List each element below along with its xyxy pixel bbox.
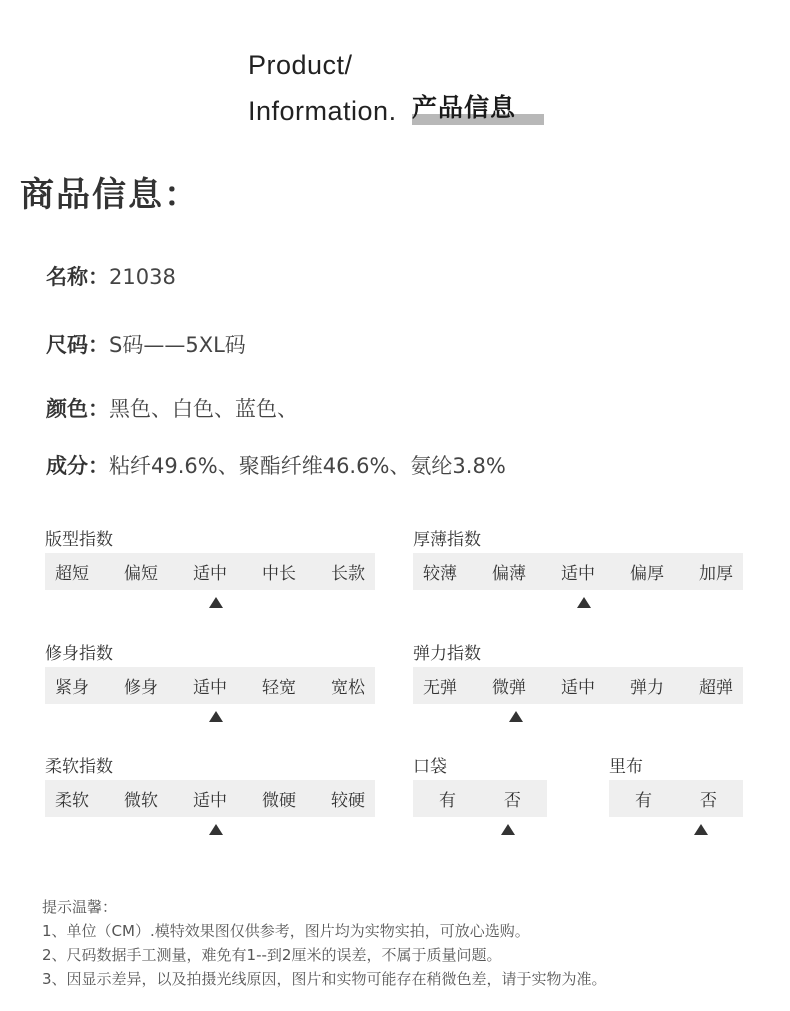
info-value: 粘纤49.6%、聚酯纤维46.6%、氨纶3.8%	[109, 454, 506, 478]
elasticity-option: 适中	[561, 678, 595, 698]
fit-index-scale	[45, 667, 375, 704]
info-row-color	[46, 393, 298, 423]
note-item: 2、尺码数据手工测量，难免有1--到2厘米的误差，不属于质量问题。	[42, 946, 502, 964]
lining-option: 有	[635, 791, 652, 811]
header-chinese-text: 产品信息	[412, 93, 517, 122]
length-option: 超短	[55, 564, 89, 584]
elasticity-index-title: 弹力指数	[413, 644, 481, 664]
softness-option: 微硬	[262, 791, 296, 811]
thickness-selected-marker-icon	[577, 597, 591, 608]
section-title: 商品信息：	[20, 175, 200, 215]
length-option-selected: 适中	[193, 564, 227, 584]
fit-option-selected: 适中	[193, 678, 227, 698]
thickness-option: 偏厚	[630, 564, 664, 584]
softness-option: 微软	[124, 791, 158, 811]
fit-option: 紧身	[55, 678, 89, 698]
fit-option: 宽松	[331, 678, 365, 698]
note-item: 1、单位（CM）.模特效果图仅供参考，图片均为实物实拍，可放心选购。	[42, 922, 530, 940]
header-english-line1: Product/	[248, 50, 353, 80]
fit-index-title: 修身指数	[45, 644, 113, 664]
info-key: 尺码：	[46, 333, 109, 357]
note-item: 3、因显示差异，以及拍摄光线原因，图片和实物可能存在稍微色差，请于实物为准。	[42, 970, 607, 988]
pocket-selected-marker-icon	[501, 824, 515, 835]
thickness-index-title: 厚薄指数	[413, 530, 481, 550]
softness-option: 柔软	[55, 791, 89, 811]
length-option: 长款	[331, 564, 365, 584]
info-row-name	[46, 261, 176, 291]
fit-selected-marker-icon	[209, 711, 223, 722]
header-chinese-title	[412, 89, 516, 127]
lining-option-selected: 否	[700, 791, 717, 811]
fit-option: 修身	[124, 678, 158, 698]
length-index-title: 版型指数	[45, 530, 113, 550]
lining-scale	[609, 780, 743, 817]
elasticity-selected-marker-icon	[509, 711, 523, 722]
softness-option: 较硬	[331, 791, 365, 811]
thickness-option-selected: 适中	[561, 564, 595, 584]
thickness-index-scale	[413, 553, 743, 590]
thickness-option: 加厚	[699, 564, 733, 584]
info-key: 成分：	[46, 454, 109, 478]
lining-title: 里布	[609, 757, 643, 777]
info-key: 名称：	[46, 265, 109, 289]
info-value: S码——5XL码	[109, 333, 246, 357]
thickness-option: 偏薄	[492, 564, 526, 584]
pocket-option: 有	[439, 791, 456, 811]
fit-option: 轻宽	[262, 678, 296, 698]
pocket-title: 口袋	[413, 757, 447, 777]
softness-option-selected: 适中	[193, 791, 227, 811]
length-option: 偏短	[124, 564, 158, 584]
elasticity-option: 无弹	[423, 678, 457, 698]
elasticity-option: 弹力	[630, 678, 664, 698]
length-index-scale	[45, 553, 375, 590]
lining-selected-marker-icon	[694, 824, 708, 835]
thickness-option: 较薄	[423, 564, 457, 584]
elasticity-option: 超弹	[699, 678, 733, 698]
notes-title: 提示温馨：	[42, 898, 118, 916]
elasticity-index-scale	[413, 667, 743, 704]
info-value: 21038	[109, 265, 176, 289]
length-option: 中长	[262, 564, 296, 584]
softness-selected-marker-icon	[209, 824, 223, 835]
header-english-line2: Information.	[248, 96, 397, 126]
length-selected-marker-icon	[209, 597, 223, 608]
pocket-scale	[413, 780, 547, 817]
info-row-composition	[46, 450, 506, 480]
info-value: 黑色、白色、蓝色、	[109, 397, 298, 421]
pocket-option-selected: 否	[504, 791, 521, 811]
softness-index-title: 柔软指数	[45, 757, 113, 777]
softness-index-scale	[45, 780, 375, 817]
elasticity-option-selected: 微弹	[492, 678, 526, 698]
info-key: 颜色：	[46, 397, 109, 421]
info-row-size	[46, 329, 246, 359]
